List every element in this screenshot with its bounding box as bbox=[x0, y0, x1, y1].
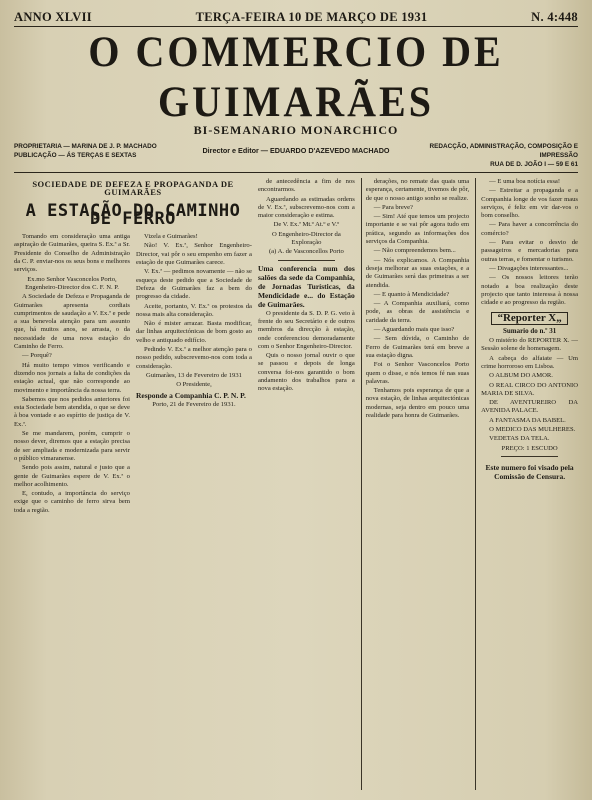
paragraph: Não é mister arrazar. Basta modificar, dar linhas arquitectónicas de bom gosto ao velho e antiquado edifício. bbox=[135, 320, 252, 344]
reply-title: Responde a Companhia C. P. N. P. bbox=[135, 390, 246, 400]
divider bbox=[278, 260, 335, 261]
paragraph: (a) A. de Vasconcellos Porto bbox=[268, 248, 344, 256]
article-col-1 bbox=[14, 233, 130, 516]
summary-item: O ALBUM DO AMOR. bbox=[489, 372, 553, 380]
summary-price: PREÇO: 1 ESCUDO bbox=[501, 444, 558, 452]
header-topline bbox=[14, 10, 578, 27]
content-columns bbox=[14, 178, 578, 790]
paragraph: V. Ex.ª — pedimos novamente — não se esqueça deste pedido que a Sociedade de Defeza de Guimarães faz a bem do progresso da cidade. bbox=[135, 268, 252, 301]
right-column bbox=[475, 178, 578, 790]
paragraph: Sendo pois assim, natural e justo que a gente de Guimarães espere de V. Ex.ª o melhor acolhimento. bbox=[14, 464, 130, 488]
paragraph: E, contudo, a importância do serviço exige que o caminho de ferro sirva bem toda a região. bbox=[14, 490, 130, 514]
date-label: TERÇA-FEIRA 10 DE MARÇO DE 1931 bbox=[195, 10, 428, 24]
paragraph: — Os nossos leitores terão notado a boa realização deste projecto que tanto interessa à nossa cidade e ao progresso da região. bbox=[481, 274, 578, 307]
paragraph: Quis o nosso jornal ouvir o que se passou e depois de longa conversa foi-nos garantido o bom andamento dos trabalhos para a nova estação. bbox=[257, 352, 355, 393]
summary-item: DE AVENTUREIRO DA AVENIDA PALACE. bbox=[481, 399, 578, 415]
owner-info: PROPRIETARIA — MARINA DE J. P. MACHADO bbox=[14, 143, 157, 150]
summary-heading: Sumario do n.º 31 bbox=[502, 326, 557, 335]
paragraph: Pedindo V. Ex.ª a melhor atenção para o nosso pedido, subscrevemo-nos com toda a consideração. bbox=[135, 346, 252, 370]
paragraph: — Estreitar a propaganda e a Companhia longe de vos fazer maus serviços, é feliz em vir dar-vos o bom conselho. bbox=[481, 187, 578, 220]
paragraph: de antecedência a fim de nos encontrarmos. bbox=[257, 178, 355, 194]
reply-date: Porto, 21 de Fevereiro de 1931. bbox=[152, 400, 236, 408]
publication-info: PUBLICAÇÃO — ÁS TERÇAS E SEXTAS bbox=[14, 152, 137, 159]
divider bbox=[501, 456, 558, 457]
address-info: RUA DE D. JOÃO I — 59 E 61 bbox=[490, 161, 578, 168]
paragraph: — Aguardando mais que isso? bbox=[373, 326, 455, 334]
paragraph: O presidente da S. D. P. G. veio à frente do seu Secretário e de outros membros da direcção à estação, onde conferenciou demoradamente com o Senhor Engenheiro-Director. bbox=[257, 309, 355, 350]
issue-number: N. 4:448 bbox=[531, 10, 578, 24]
paragraph: Não! V. Ex.ª, Senhor Engenheiro-Director, vai pôr o seu empenho em fazer a estação de que Guimarães carece. bbox=[135, 242, 252, 267]
paragraph: — Nós explicamos. A Companhia deseja melhorar as suas estações, e a de Guimarães será das primeiras a ser atendida. bbox=[365, 256, 470, 289]
paragraph: — E uma boa notícia essa! bbox=[489, 178, 561, 185]
paragraph: De V. Ex.ª Mt.º At.º e V.º bbox=[273, 221, 340, 229]
summary-item: A cabeça do alfaiate — Um crime horroroso em Lisboa. bbox=[481, 354, 578, 370]
paragraph: — Sem dúvida, o Caminho de Ferro de Guimarães terá em breve a sua estação digna. bbox=[365, 335, 470, 359]
reporter-x-box: “Reporter X„ bbox=[491, 312, 568, 324]
summary-item: O mistério do REPORTER X. — Sessão solene de homenagem. bbox=[481, 337, 578, 353]
paragraph: — Sim! Até que temos um projecto importante e se vai pôr agora tudo em prática, segundo as informações dos serviços da Companhia. bbox=[365, 213, 470, 246]
article-columns bbox=[14, 233, 252, 516]
masthead-subtitle: BI-SEMANARIO MONARCHICO bbox=[193, 123, 399, 137]
paragraph: Se me mandarem, porém, cumprir o nosso dever, diremos que a estação precisa de ser ampliada e modernizada para servir o público vimaranense. bbox=[14, 430, 130, 462]
summary-item: VEDETAS DA TELA. bbox=[489, 435, 550, 443]
paragraph: O Engenheiro-Director da Exploração bbox=[271, 230, 341, 247]
paragraph: — Para haver a concorrência do comércio? bbox=[481, 221, 578, 237]
director-info: Director e Editor — EDUARDO D'AZEVEDO MACHADO bbox=[202, 146, 390, 155]
paragraph: derações, no remate das quais uma esperança, certamente, tivemos de pôr, de que o nosso antigo sonho se realize. bbox=[365, 178, 470, 202]
paragraph: Guimarães, 13 de Fevereiro de 1931 bbox=[145, 371, 242, 379]
paragraph: Aceite, portanto, V. Ex.ª os protestos da nossa mais alta consideração. bbox=[135, 302, 252, 318]
paragraph: — A Companhia auxiliará, como pode, as obras de assistência e caridade da terra. bbox=[365, 300, 470, 324]
article-headline: A ESTAÇÃO DO CAMINHO DE FERRO bbox=[25, 200, 241, 229]
middle-column bbox=[361, 178, 469, 790]
paragraph: — Porquê? bbox=[22, 352, 52, 360]
paragraph: Vizela e Guimarães! bbox=[143, 233, 198, 241]
header-meta bbox=[14, 142, 578, 169]
paragraph: Sabemos que nos pedidos anteriores foi esta Sociedade bem atendida, o que se deve à boa vontade e ao espírito de justiça de V. Ex.ª. bbox=[14, 395, 130, 428]
paragraph: O Presidente, bbox=[176, 381, 212, 389]
article-col-3 bbox=[258, 178, 355, 790]
paragraph: Tenhamos pois esperança de que a nova estação, de linhas arquitectónicas modernas, seja dentro em pouco uma realidade para honra de Guimarães. bbox=[365, 387, 470, 420]
admin-info: REDACÇÃO, ADMINISTRAÇÃO, COMPOSIÇÃO E IMPRESSÃO bbox=[429, 143, 578, 159]
paragraph: Ex.mo Senhor Vasconcelos Porto, Engenheiro-Director dos C. F. N. P. bbox=[25, 275, 119, 291]
society-heading: SOCIEDADE DE DEFEZA E PROPAGANDA DE GUIMARÃES bbox=[32, 179, 234, 198]
article-col-2 bbox=[136, 233, 252, 516]
summary-item: O REAL CIRCO DO ANTONIO MARIA DE SILVA. bbox=[481, 381, 578, 397]
paragraph: Foi o Senhor Vasconcelos Porto quem o disse, e nós temos fé nas suas palavras. bbox=[365, 361, 470, 385]
masthead-title: O COMMERCIO DE GUIMARÃES bbox=[88, 27, 504, 126]
main-article bbox=[14, 178, 252, 790]
conference-heading: Uma conferencia num dos salões da sede da Companhia, de Jornadas Turísticas, da Mendicidade e... do Estação de Guimarães. bbox=[257, 263, 355, 309]
paragraph: Tomando em consideração uma antiga aspiração de Guimarães, queira S. Ex.ª a Sr. Presidente do Conselho de Administração da C. P. enviar-nos os seus bons e melhores serviços. bbox=[14, 233, 130, 274]
summary-item: O MEDICO DAS MULHERES. bbox=[489, 426, 576, 434]
paragraph: — Para evitar o desvio de passageiros e mercadorias para outras terras, e fomentar o turismo. bbox=[481, 239, 578, 263]
paragraph: — Não compreendemos bem... bbox=[373, 247, 456, 255]
paragraph: Aguardando as estimadas ordens de V. Ex.ª, subscrevemo-nos com a maior consideração e estima. bbox=[257, 195, 355, 220]
paragraph: — Para breve? bbox=[373, 203, 413, 211]
paragraph: — E quanto à Mendicidade? bbox=[373, 290, 450, 298]
paragraph: A Sociedade de Defeza e Propaganda de Guimarães apresenta cordiais cumprimentos de saudação a V. Ex.ª e pede a sua benevola atenção para um assunto que, há muitos anos, se arrasta, o da necessidade de uma nova estação do Caminho de Ferro. bbox=[14, 293, 130, 351]
header-rule bbox=[14, 172, 578, 173]
year-label: ANNO XLVII bbox=[14, 10, 92, 24]
paragraph: — Divagações interessantes... bbox=[489, 264, 569, 272]
censorship-notice: Este numero foi visado pela Comissão de Censura. bbox=[485, 462, 574, 481]
summary-item: A FANTASMA DA BABEL. bbox=[489, 416, 566, 424]
paragraph: Há muito tempo vimos verificando e dizendo nos jornais a falta de condições da estação actual, que não corresponde ao movimento e importância da nossa terra. bbox=[14, 361, 130, 394]
